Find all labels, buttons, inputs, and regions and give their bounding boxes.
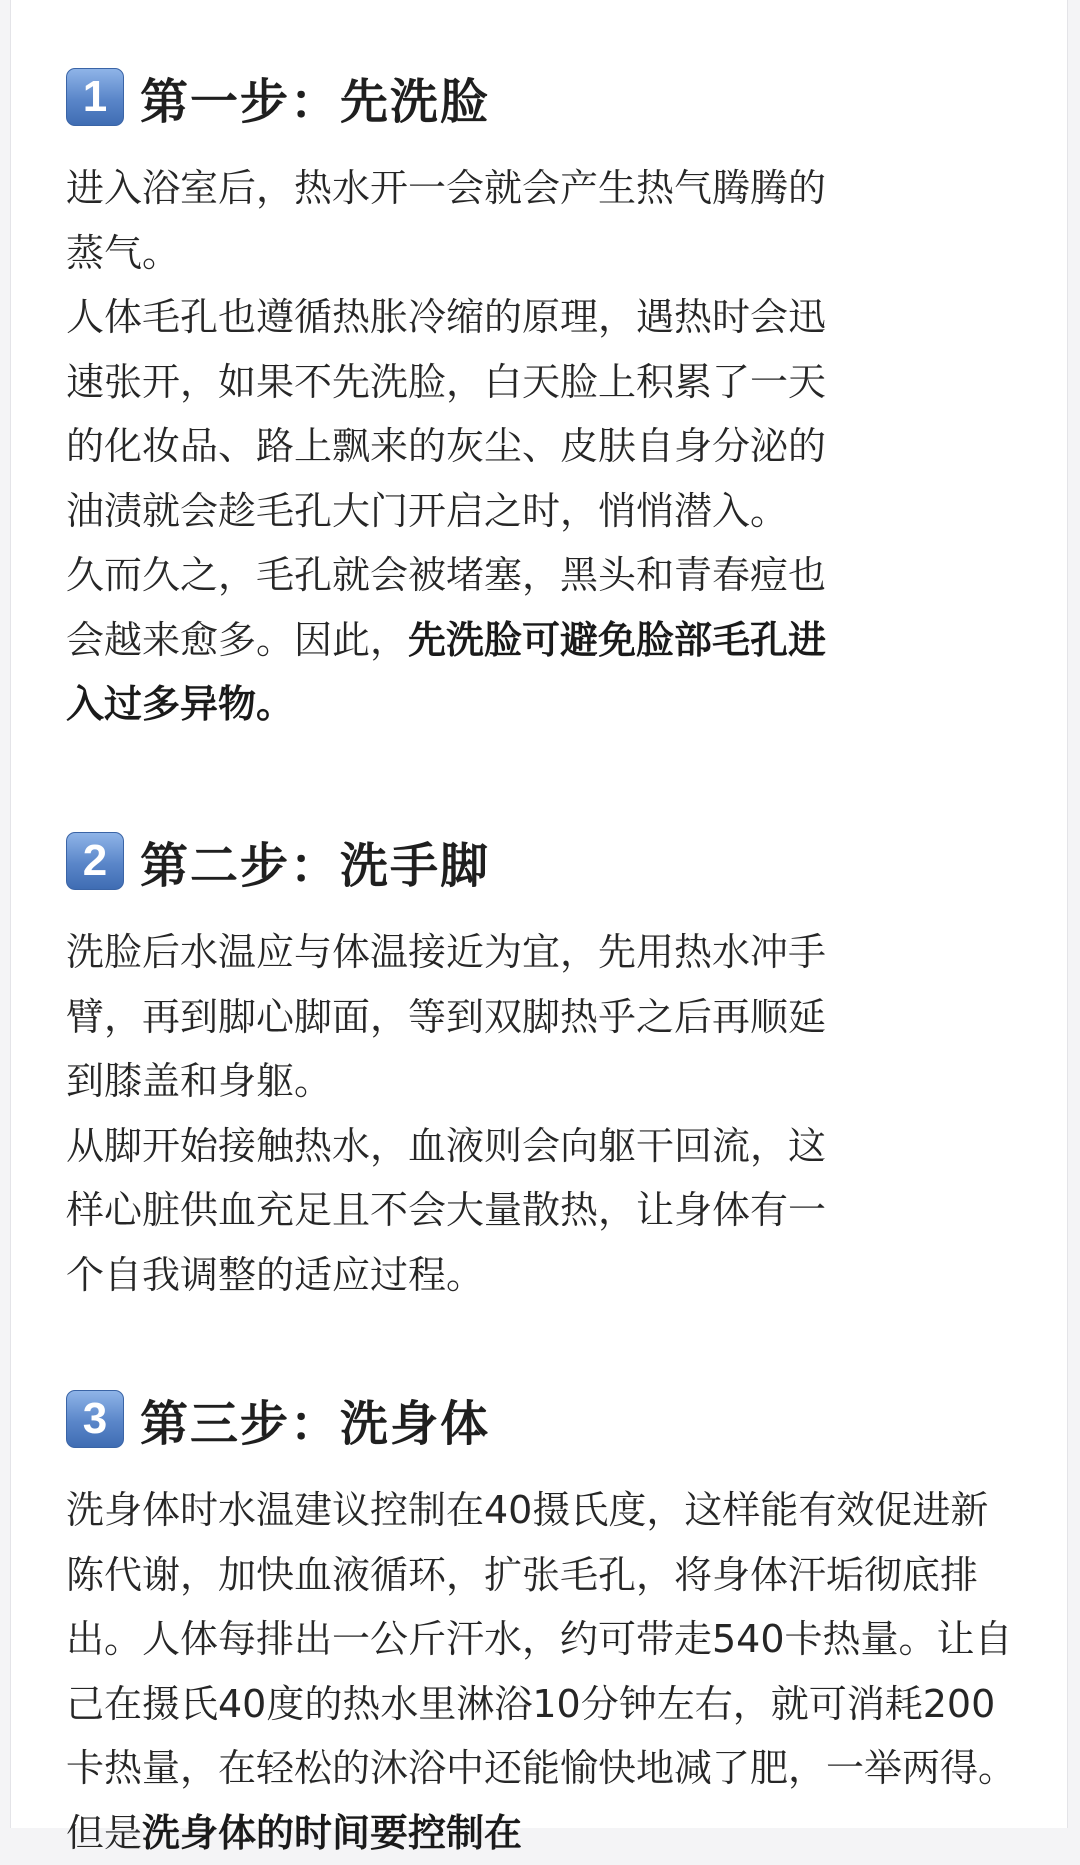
- section-heading: [66, 62, 1026, 132]
- paragraph: [66, 1478, 1026, 1865]
- section-title: 第二步：洗手脚: [140, 837, 491, 894]
- section-title: 第三步：洗身体: [140, 1395, 491, 1452]
- highlighted-text: 先洗脸可避免脸部毛孔进入过多异物。: [66, 617, 827, 726]
- number-2-badge-icon: 2: [66, 832, 124, 890]
- section-body: [66, 1478, 1026, 1865]
- section-title: 第一步：先洗脸: [140, 73, 491, 130]
- paragraph: [66, 543, 856, 737]
- section-heading: [66, 826, 1026, 896]
- highlighted-text: 洗身体的时间要控制在: [142, 1810, 523, 1855]
- paragraph: 从脚开始接触热水，血液则会向躯干回流，这样心脏供血充足且不会大量散热，让身体有一个自我调整的适应过程。: [66, 1123, 827, 1297]
- paragraph-text: 洗身体时水温建议控制在40摄氏度，这样能有效促进新陈代谢，加快血液循环，扩张毛孔，将身体汗垢彻底排出。人体每排出一公斤汗水，约可带走540卡热量。让自己在摄氏40度的热水里淋浴10分钟左右，就可消耗200卡热量，在轻松的沐浴中还能愉快地减了肥，一举两得。但是: [66, 1488, 1017, 1855]
- paragraph-text: 久而久之，毛孔就会被堵塞，黑头和青春痘也会越来愈多。因此，: [66, 553, 827, 662]
- section-step-1: [66, 62, 1026, 737]
- paragraph: 进入浴室后，热水开一会就会产生热气腾腾的蒸气。: [66, 166, 827, 275]
- paragraph: 人体毛孔也遵循热胀冷缩的原理，遇热时会迅速张开，如果不先洗脸，白天脸上积累了一天的化妆品、路上飘来的灰尘、皮肤自身分泌的油渍就会趁毛孔大门开启之时，悄悄潜入。: [66, 295, 827, 533]
- section-step-3: [66, 1384, 1026, 1865]
- article-card: [10, 0, 1068, 1855]
- section-step-2: [66, 826, 1026, 1307]
- number-1-badge-icon: 1: [66, 68, 124, 126]
- section-body: [66, 920, 856, 1307]
- paragraph: 洗脸后水温应与体温接近为宜，先用热水冲手臂，再到脚心脚面，等到双脚热乎之后再顺延到膝盖和身躯。: [66, 930, 827, 1103]
- number-3-badge-icon: 3: [66, 1390, 124, 1448]
- section-body: [66, 156, 856, 737]
- section-heading: [66, 1384, 1026, 1454]
